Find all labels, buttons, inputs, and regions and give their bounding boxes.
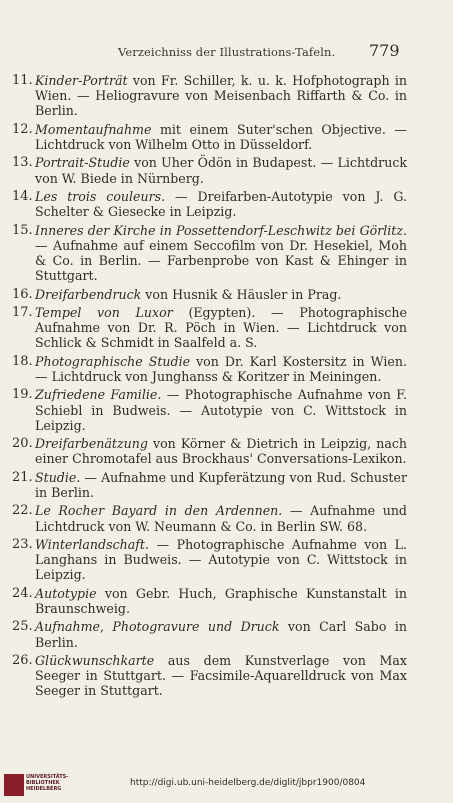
entry-description: aus dem Kunstverlage von Max Seeger in Stuttgart. — Facsimile-Aquarelldruck von Max Seeger in Stuttgart. xyxy=(35,652,407,699)
entry-description: von Uher Ödön in Budapest. — Lichtdruck von W. Biede in Nürnberg. xyxy=(35,155,407,186)
entry-description: von Husnik & Häusler in Prag. xyxy=(141,286,342,302)
entry-title: Photographische Studie xyxy=(35,353,191,369)
entry-number: 25. xyxy=(12,619,33,635)
entry-text xyxy=(35,305,407,351)
list-item xyxy=(12,537,407,583)
entry-number: 11. xyxy=(12,73,33,88)
entry-text xyxy=(35,436,407,466)
list-item xyxy=(12,470,407,500)
entry-number: 13. xyxy=(12,155,33,171)
entry-description: von Dr. Karl Kostersitz in Wien. — Lichtdruck von Junghanss & Koritzer in Meiningen. xyxy=(35,353,407,384)
list-item xyxy=(12,619,407,649)
entry-text xyxy=(35,653,407,699)
entry-description: (Egypten). — Photographische Aufnahme von Dr. R. Pöch in Wien. — Lichtdruck von Schlick & Schmidt in Saalfeld a. S. xyxy=(35,304,408,351)
entry-description: — Photographische Aufnahme von L. Langhans in Budweis. — Autotypie von C. Wittstock in Leipzig. xyxy=(35,536,407,583)
page-header xyxy=(0,42,453,62)
running-title: Verzeichniss der Illustrations-Tafeln. xyxy=(118,45,336,59)
list-item xyxy=(12,305,407,351)
entry-description: — Aufnahme auf einem Seccofilm von Dr. Hesekiel, Moh & Co. in Berlin. — Farbenprobe von Kast & Ehinger in Stuttgart. xyxy=(35,237,407,284)
list-item xyxy=(12,73,407,119)
list-item xyxy=(12,586,407,616)
entry-text xyxy=(35,155,407,185)
entry-text xyxy=(35,189,407,219)
page-number: 779 xyxy=(369,41,400,60)
entry-title: Winterlandschaft. xyxy=(35,536,149,552)
entry-text xyxy=(35,223,407,284)
library-logo[interactable] xyxy=(4,772,69,800)
entry-title: Aufnahme, Photogravure und Druck xyxy=(35,619,280,635)
entry-text xyxy=(35,470,407,500)
entry-description: — Aufnahme und Lichtdruck von W. Neumann & Co. in Berlin SW. 68. xyxy=(35,503,407,534)
entry-text xyxy=(35,387,407,433)
list-item xyxy=(12,503,407,533)
entry-title: Glückwunschkarte xyxy=(35,652,155,668)
list-item xyxy=(12,122,407,152)
entry-text xyxy=(35,619,407,649)
entry-text xyxy=(35,73,407,119)
entry-title: Zufriedene Familie. xyxy=(35,387,162,403)
list-item xyxy=(12,436,407,466)
list-item xyxy=(12,354,407,384)
list-item xyxy=(12,189,407,219)
list-item xyxy=(12,287,407,302)
entry-number: 18. xyxy=(12,353,33,369)
entry-text xyxy=(35,122,407,152)
list-item xyxy=(12,387,407,433)
entry-number: 15. xyxy=(12,222,33,238)
entry-number: 20. xyxy=(12,436,33,452)
entry-description: — Dreifarben-Autotypie von J. G. Schelter & Giesecke in Leipzig. xyxy=(35,188,407,220)
list-item xyxy=(12,155,407,185)
entry-number: 21. xyxy=(12,469,33,485)
entry-number: 24. xyxy=(12,585,33,601)
entry-title: Kinder-Porträt xyxy=(35,73,128,88)
entry-number: 12. xyxy=(12,121,33,137)
illustration-list xyxy=(12,73,407,702)
entry-text xyxy=(35,586,407,616)
source-url-link[interactable]: http://digi.ub.uni-heidelberg.de/diglit/jbpr1900/0804 xyxy=(130,778,366,788)
entry-number: 23. xyxy=(12,536,33,552)
entry-title: Dreifarbenätzung xyxy=(35,436,148,452)
entry-description: von Carl Sabo in Berlin. xyxy=(35,619,407,650)
entry-title: Tempel von Luxor xyxy=(35,304,173,320)
entry-title: Studie. xyxy=(35,469,81,485)
entry-description: von Gebr. Huch, Graphische Kunstanstalt in Braunschweig. xyxy=(35,585,407,616)
entry-title: Les trois couleurs. xyxy=(35,188,166,204)
entry-number: 17. xyxy=(12,304,33,320)
entry-description: von Körner & Dietrich in Leipzig, nach einer Chromotafel aus Brockhaus' Conversations-Lexikon. xyxy=(35,436,407,467)
entry-title: Le Rocher Bayard in den Ardennen. xyxy=(35,503,283,519)
entry-text xyxy=(35,287,407,302)
entry-text xyxy=(35,354,407,384)
library-seal-icon xyxy=(4,774,24,796)
entry-number: 19. xyxy=(12,387,33,403)
entry-description: von Fr. Schiller, k. u. k. Hofphotograph in Wien. — Heliogravure von Meisenbach Riffarth & Co. in Berlin. xyxy=(35,73,407,119)
entry-title: Autotypie xyxy=(35,585,97,601)
entry-number: 22. xyxy=(12,503,33,519)
entry-title: Momentaufnahme xyxy=(35,121,152,137)
entry-description: mit einem Suter'schen Objective. — Lichtdruck von Wilhelm Otto in Düsseldorf. xyxy=(35,121,407,152)
entry-text xyxy=(35,503,407,533)
list-item xyxy=(12,223,407,284)
entry-description: — Photographische Aufnahme von F. Schiebl in Budweis. — Autotypie von C. Wittstock in Leipzig. xyxy=(35,387,407,433)
entry-number: 14. xyxy=(12,188,33,204)
list-item xyxy=(12,653,407,699)
entry-description: — Aufnahme und Kupferätzung von Rud. Schuster in Berlin. xyxy=(35,469,407,500)
library-logo-text: UNIVERSITÄTS-BIBLIOTHEK HEIDELBERG xyxy=(26,774,69,792)
entry-number: 16. xyxy=(12,286,33,302)
entry-title: Portrait-Studie xyxy=(35,155,130,171)
entry-title: Dreifarbendruck xyxy=(35,286,142,302)
entry-text xyxy=(35,537,407,583)
entry-title: Inneres der Kirche in Possettendorf-Leschwitz bei Görlitz. xyxy=(35,222,407,238)
entry-number: 26. xyxy=(12,652,33,668)
